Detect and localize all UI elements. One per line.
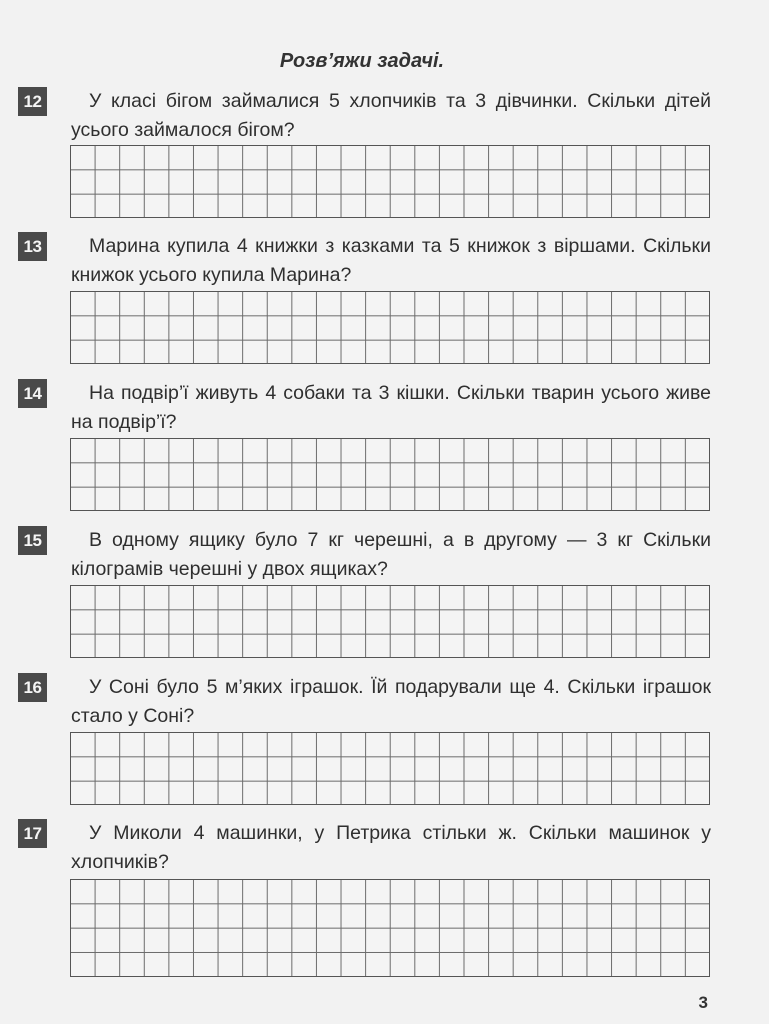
answer-grid[interactable]	[70, 732, 710, 805]
task-text: У Соні було 5 м’яких іграшок. Їй подарували ще 4. Скільки іграшок стало у Соні?	[71, 676, 711, 727]
task-number-badge: 16	[18, 673, 47, 702]
page-number: 3	[698, 993, 708, 1012]
task-text: У Миколи 4 машинки, у Петрика стільки ж. Скільки машинок у хлопчиків?	[71, 822, 711, 873]
task-12	[18, 87, 718, 219]
task-number-badge: 17	[18, 819, 47, 848]
answer-grid[interactable]	[70, 145, 710, 218]
task-text: У класі бігом займалися 5 хлопчиків та 3 дівчинки. Скільки дітей усього займалося бігом?	[71, 90, 711, 141]
task-13	[18, 232, 718, 364]
answer-grid[interactable]	[70, 291, 710, 364]
task-number-badge: 15	[18, 526, 47, 555]
task-17	[18, 819, 718, 979]
answer-grid[interactable]	[70, 438, 710, 511]
answer-grid[interactable]	[70, 879, 710, 977]
task-number-badge: 12	[18, 87, 47, 116]
task-number-badge: 14	[18, 379, 47, 408]
page-title: Розв’яжи задачі.	[279, 50, 445, 72]
task-15	[18, 526, 718, 658]
task-number-badge: 13	[18, 232, 47, 261]
task-text: На подвір’ї живуть 4 собаки та 3 кішки. Скільки тварин усього живе на подвір’ї?	[71, 382, 711, 433]
task-text: Марина купила 4 книжки з казками та 5 книжок з віршами. Скільки книжок усього купила Марина?	[71, 235, 711, 286]
task-text: В одному ящику було 7 кг черешні, а в другому — 3 кг Скільки кілограмів черешні у двох ящиках?	[71, 529, 711, 580]
task-16	[18, 673, 718, 805]
answer-grid[interactable]	[70, 585, 710, 658]
task-14	[18, 379, 718, 511]
